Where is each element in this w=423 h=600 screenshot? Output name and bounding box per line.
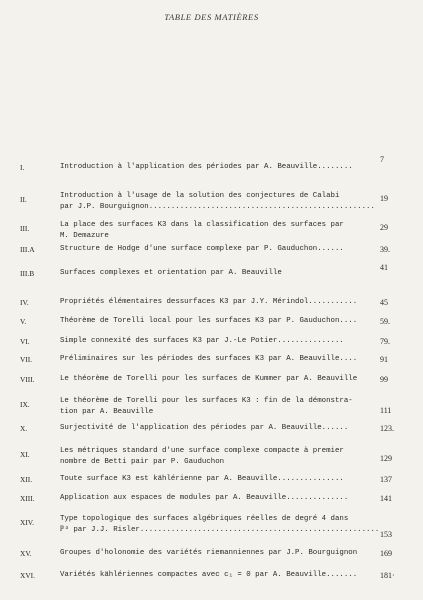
- page-number: 29: [380, 223, 388, 232]
- page-number: 137: [380, 475, 392, 484]
- chapter-number: XIII.: [20, 494, 35, 503]
- entry-title-line: ℙ³ par J.J. Risler......................................................: [60, 526, 380, 534]
- entry-title-line: Introduction à l'usage de la solution des conjectures de Calabi: [60, 192, 340, 200]
- entry-title-line: Simple connexité des surfaces K3 par J.-Le Potier...............: [60, 337, 344, 345]
- page-number: 39.: [380, 245, 390, 254]
- entry-title-line: Le théorème de Torelli pour les surfaces de Kummer par A. Beauville: [60, 375, 358, 383]
- entry-title-line: Toute surface K3 est kählérienne par A. Beauville...............: [60, 475, 344, 483]
- page-number: 153: [380, 530, 392, 539]
- page-number: 45: [380, 298, 388, 307]
- page-number: 7: [380, 155, 384, 164]
- chapter-number: III.: [20, 224, 30, 233]
- entry-title-line: La place des surfaces K3 dans la classification des surfaces par: [60, 221, 344, 229]
- entry-title-line: tion par A. Beauville: [60, 408, 154, 416]
- page-number: 123.: [380, 424, 394, 433]
- entry-title-line: Propriétés élémentaires dessurfaces K3 par J.Y. Mérindol...........: [60, 298, 358, 306]
- entry-title-line: Les métriques standard d'une surface complexe compacte à premier: [60, 447, 344, 455]
- page-number: 141: [380, 494, 392, 503]
- chapter-number: XI.: [20, 450, 30, 459]
- page-number: 181·: [380, 571, 395, 580]
- entry-title-line: Le théorème de Torelli pour les surfaces K3 : fin de la démonstra-: [60, 397, 353, 405]
- chapter-number: XV.: [20, 549, 32, 558]
- entry-title-line: M. Demazure: [60, 232, 109, 240]
- page-number: 169: [380, 549, 392, 558]
- chapter-number: VII.: [20, 355, 33, 364]
- entry-title-line: par J.P. Bourguignon...................................................: [60, 203, 375, 211]
- entry-title-line: Surfaces complexes et orientation par A. Beauville: [60, 269, 282, 277]
- page-number: 59.: [380, 317, 390, 326]
- chapter-number: XII.: [20, 475, 33, 484]
- page-title: TABLE DES MATIÈRES: [164, 12, 259, 22]
- entry-title-line: Variétés kählériennes compactes avec c₁ = 0 par A. Beauville.......: [60, 571, 358, 579]
- page-number: 99: [380, 375, 388, 384]
- chapter-number: VIII.: [20, 375, 35, 384]
- entry-title-line: Introduction à l'application des périodes par A. Beauville........: [60, 163, 353, 171]
- page-number: 111: [380, 406, 392, 415]
- entry-title-line: Type topologique des surfaces algébriques réelles de degré 4 dans: [60, 515, 349, 523]
- chapter-number: XVI.: [20, 571, 35, 580]
- page-number: 79.: [380, 337, 390, 346]
- entry-title-line: Théorème de Torelli local pour les surfaces K3 par P. Gauduchon....: [60, 317, 358, 325]
- chapter-number: IV.: [20, 298, 29, 307]
- chapter-number: VI.: [20, 337, 30, 346]
- chapter-number: I.: [20, 163, 25, 172]
- page-number: 19: [380, 194, 388, 203]
- chapter-number: II.: [20, 195, 27, 204]
- page-number: 129: [380, 454, 392, 463]
- page-number: 91: [380, 355, 388, 364]
- page-number: 41: [380, 263, 388, 272]
- entry-title-line: Structure de Hodge d'une surface complexe par P. Gauduchon......: [60, 245, 344, 253]
- chapter-number: IX.: [20, 400, 30, 409]
- chapter-number: III.A: [20, 245, 35, 254]
- entry-title-line: Surjectivité de l'application des périodes par A. Beauville......: [60, 424, 349, 432]
- chapter-number: V.: [20, 317, 27, 326]
- entry-title-line: Application aux espaces de modules par A. Beauville..............: [60, 494, 349, 502]
- entry-title-line: nombre de Betti pair par P. Gauduchon: [60, 458, 225, 466]
- entry-title-line: Groupes d'holonomie des variétés riemanniennes par J.P. Bourguignon: [60, 549, 358, 557]
- entry-title-line: Préliminaires sur les périodes des surfaces K3 par A. Beauville....: [60, 355, 358, 363]
- chapter-number: XIV.: [20, 518, 35, 527]
- chapter-number: III.B: [20, 269, 35, 278]
- chapter-number: X.: [20, 424, 28, 433]
